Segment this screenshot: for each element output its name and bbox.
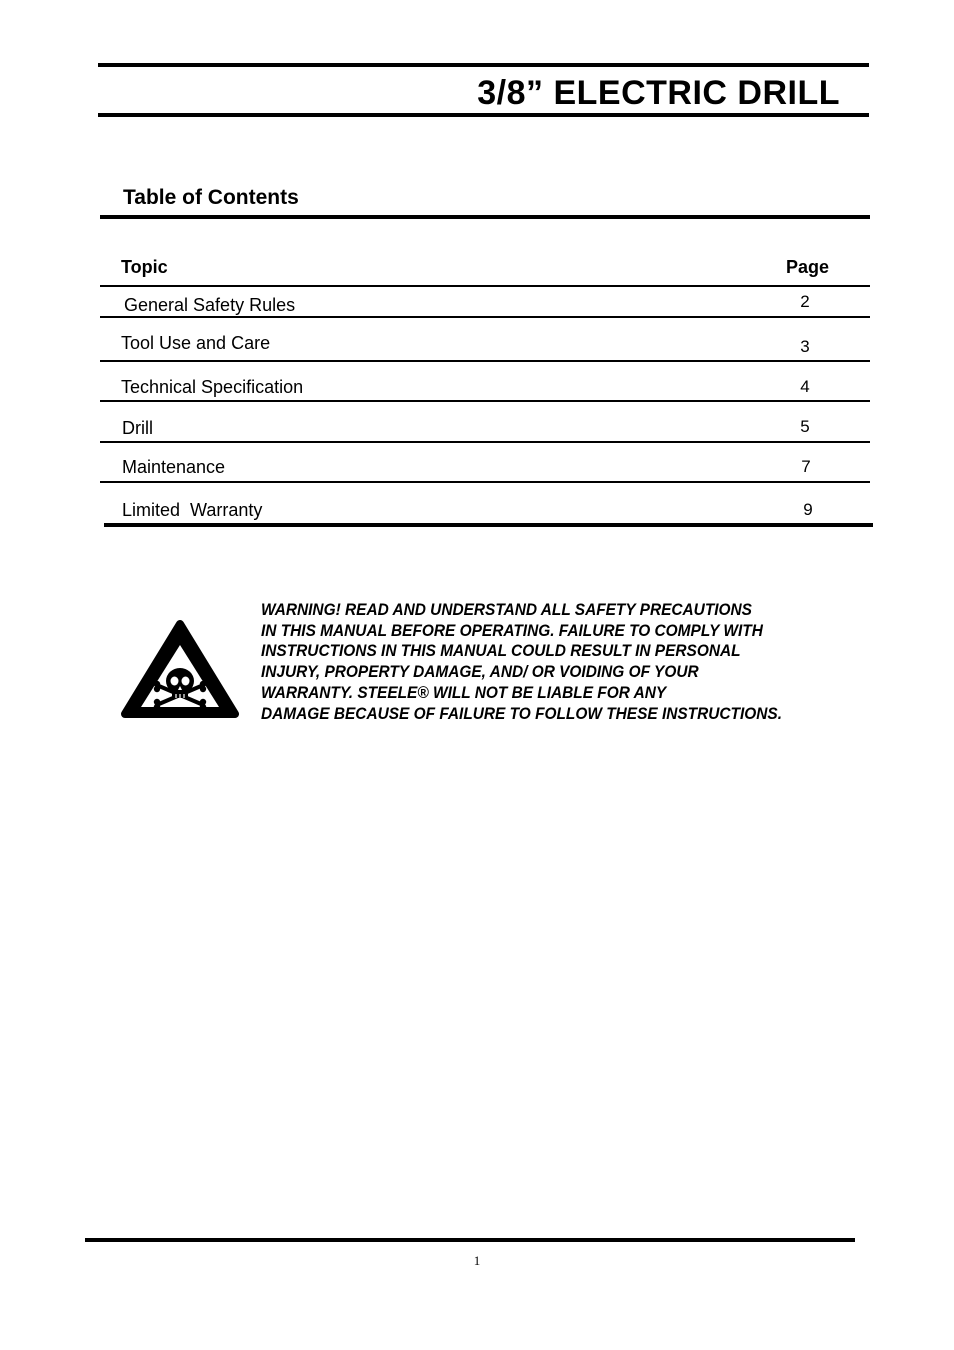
page-number: 1 xyxy=(473,1253,481,1268)
toc-row-page: 3 xyxy=(800,337,810,356)
toc-bottom-rule xyxy=(104,523,873,527)
warning-line: WARNING! READ AND UNDERSTAND ALL SAFETY PRECAUTIONS xyxy=(261,600,752,619)
warning-line: DAMAGE BECAUSE OF FAILURE TO FOLLOW THESE INSTRUCTIONS. xyxy=(261,703,782,723)
toc-row-topic: General Safety Rules xyxy=(124,295,296,315)
header-bottom-rule xyxy=(98,113,869,117)
toc-row-page: 4 xyxy=(800,377,810,396)
toc-row-topic: Limited Warranty xyxy=(122,500,263,520)
toc-row-rule xyxy=(100,441,870,443)
toc-row-page: 9 xyxy=(803,500,813,519)
toc-row-page: 7 xyxy=(801,457,811,476)
skull-crossbones-warning-icon xyxy=(121,618,239,720)
toc-row-topic: Technical Specification xyxy=(121,377,304,397)
page-column-header: Page xyxy=(786,257,830,277)
toc-row-page: 2 xyxy=(800,292,810,311)
toc-row-topic: Drill xyxy=(122,418,153,438)
topic-column-header: Topic xyxy=(121,257,168,277)
toc-heading: Table of Contents xyxy=(123,186,299,209)
toc-row-rule xyxy=(100,400,870,402)
toc-row-page: 5 xyxy=(800,417,810,436)
warning-line: INSTRUCTIONS IN THIS MANUAL COULD RESULT IN PERSONAL xyxy=(261,641,741,661)
toc-row-rule xyxy=(100,360,870,362)
header-top-rule xyxy=(98,63,869,67)
toc-row-rule xyxy=(100,316,870,318)
document-title: 3/8” ELECTRIC DRILL xyxy=(477,74,840,112)
toc-header-rule xyxy=(100,285,870,287)
warning-line: INJURY, PROPERTY DAMAGE, AND/ OR VOIDING OF YOUR xyxy=(261,662,699,682)
footer-rule xyxy=(85,1238,855,1242)
warning-line: IN THIS MANUAL BEFORE OPERATING. FAILURE TO COMPLY WITH xyxy=(261,620,763,640)
toc-row-rule xyxy=(100,481,870,483)
warning-message xyxy=(261,600,819,724)
toc-row-topic: Maintenance xyxy=(122,457,226,477)
warning-line: WARRANTY. STEELE® WILL NOT BE LIABLE FOR ANY xyxy=(261,682,667,702)
toc-heading-rule xyxy=(100,215,870,219)
toc-row-topic: Tool Use and Care xyxy=(121,333,271,353)
